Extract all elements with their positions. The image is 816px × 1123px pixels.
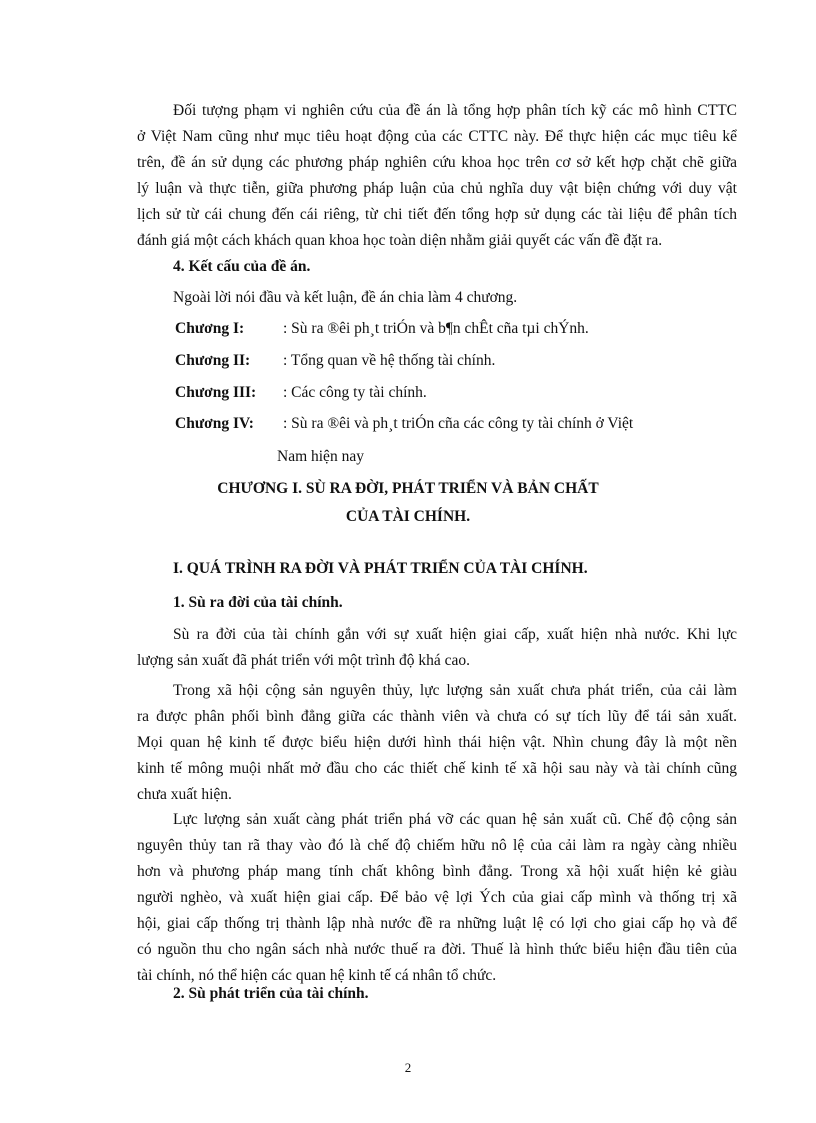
chapter-3-label: Chương III: xyxy=(175,384,257,401)
text-line: tài chính, nó thể hiện các quan hệ kinh tế cá nhân tổ chức. xyxy=(137,967,497,984)
chapter-title-line-2: CỦA TÀI CHÍNH. xyxy=(345,508,471,525)
subsection-2-heading: 2. Sù phát triển của tài chính. xyxy=(173,985,369,1002)
chapter-1-label: Chương I: xyxy=(175,320,245,337)
text-line: nguyên thủy tan rã thay vào đó là chế độ chiếm hữu nô lệ của cải làm ra ngày càng nhiều xyxy=(137,837,737,854)
text-line: Đối tượng phạm vi nghiên cứu của đề án là tổng hợp phân tích kỹ các mô hình CTTC xyxy=(173,102,737,119)
text-line: trên, đề án sử dụng các phương pháp nghiên cứu khoa học trên cơ sở kết hợp chặt chẽ giữa xyxy=(137,154,737,171)
chapter-title-line-1: CHƯƠNG I. SÙ RA ĐỜI, PHÁT TRIỂN VÀ BẢN CHẤT xyxy=(217,480,599,497)
text-line: ở Việt Nam cũng như mục tiêu hoạt động của các CTTC này. Để thực hiện các mục tiêu kể xyxy=(137,128,737,145)
text-line: kinh tế mông muội nhất mở đầu cho các thiết chế kinh tế xã hội sau này và tài chính cũng xyxy=(137,760,737,777)
text-line: Mọi quan hệ kinh tế được biểu hiện dưới hình thái hiện vật. Nhìn chung đây là một nền xyxy=(137,734,737,751)
section-4-heading: 4. Kết cấu của đề án. xyxy=(173,258,311,275)
text-line: Sù ra đời của tài chính gắn với sự xuất hiện giai cấp, xuất hiện nhà nước. Khi lực xyxy=(173,626,737,643)
chapter-4-continuation: Nam hiện nay xyxy=(277,448,364,465)
chapter-2-text: : Tổng quan về hệ thống tài chính. xyxy=(283,352,496,369)
subsection-1-heading: 1. Sù ra đời của tài chính. xyxy=(173,594,343,611)
paragraph-productive-forces xyxy=(137,807,737,989)
text-line: hội, giai cấp thống trị thành lập nhà nước đề ra những luật lệ có lợi cho giai cấp họ và để xyxy=(137,915,737,932)
chapter-1-text: : Sù ra ®êi ph¸t triÓn và b¶n chÊt cña tµi chÝnh. xyxy=(283,320,589,337)
text-line: ra được phân phối bình đẳng giữa các thành viên và chưa có sự tích lũy để tái sản xuất. xyxy=(137,708,737,725)
text-line: lịch sử từ cái chung đến cái riêng, từ chi tiết đến tổng hợp sử dụng các tài liệu để phân tích xyxy=(137,206,737,223)
chapter-4-label: Chương IV: xyxy=(175,415,254,432)
chapter-3-text: : Các công ty tài chính. xyxy=(283,384,427,401)
page-number: 2 xyxy=(404,1060,412,1075)
text-line: hơn và phương pháp mang tính chất không bình đẳng. Trong xã hội xuất hiện kẻ giàu xyxy=(137,863,737,880)
text-line: lý luận và thực tiễn, giữa phương pháp luận của chủ nghĩa duy vật biện chứng với duy vật xyxy=(137,180,737,197)
paragraph-primitive-society xyxy=(137,678,737,808)
text-line: đánh giá một cách khách quan khoa học toàn diện nhằm giải quyết các vấn đề đặt ra. xyxy=(137,232,663,249)
text-line: chưa xuất hiện. xyxy=(137,786,232,803)
text-line: lượng sản xuất đã phát triển với một trình độ khá cao. xyxy=(137,652,471,669)
text-line: có nguồn thu cho ngân sách nhà nước thuế ra đời. Thuế là hình thức biểu hiện đầu tiên của xyxy=(137,941,737,958)
text-line: Lực lượng sản xuất càng phát triển phá vỡ các quan hệ sản xuất cũ. Chế độ cộng sản xyxy=(173,811,737,828)
chapter-2-label: Chương II: xyxy=(175,352,251,369)
section-I-heading: I. QUÁ TRÌNH RA ĐỜI VÀ PHÁT TRIỂN CỦA TÀI CHÍNH. xyxy=(173,560,588,577)
paragraph-origin xyxy=(137,622,737,674)
intro-paragraph xyxy=(137,98,737,254)
text-line: người nghèo, và xuất hiện giai cấp. Để bảo vệ lợi Ých của giai cấp mình và thống trị xã xyxy=(137,889,737,906)
text-line: Trong xã hội cộng sản nguyên thủy, lực lượng sản xuất chưa phát triển, của cải làm xyxy=(173,682,737,699)
chapter-4-text: : Sù ra ®êi và ph¸t triÓn cña các công ty tài chính ở Việt xyxy=(283,415,634,432)
section-4-intro: Ngoài lời nói đầu và kết luận, đề án chia làm 4 chương. xyxy=(173,289,518,306)
